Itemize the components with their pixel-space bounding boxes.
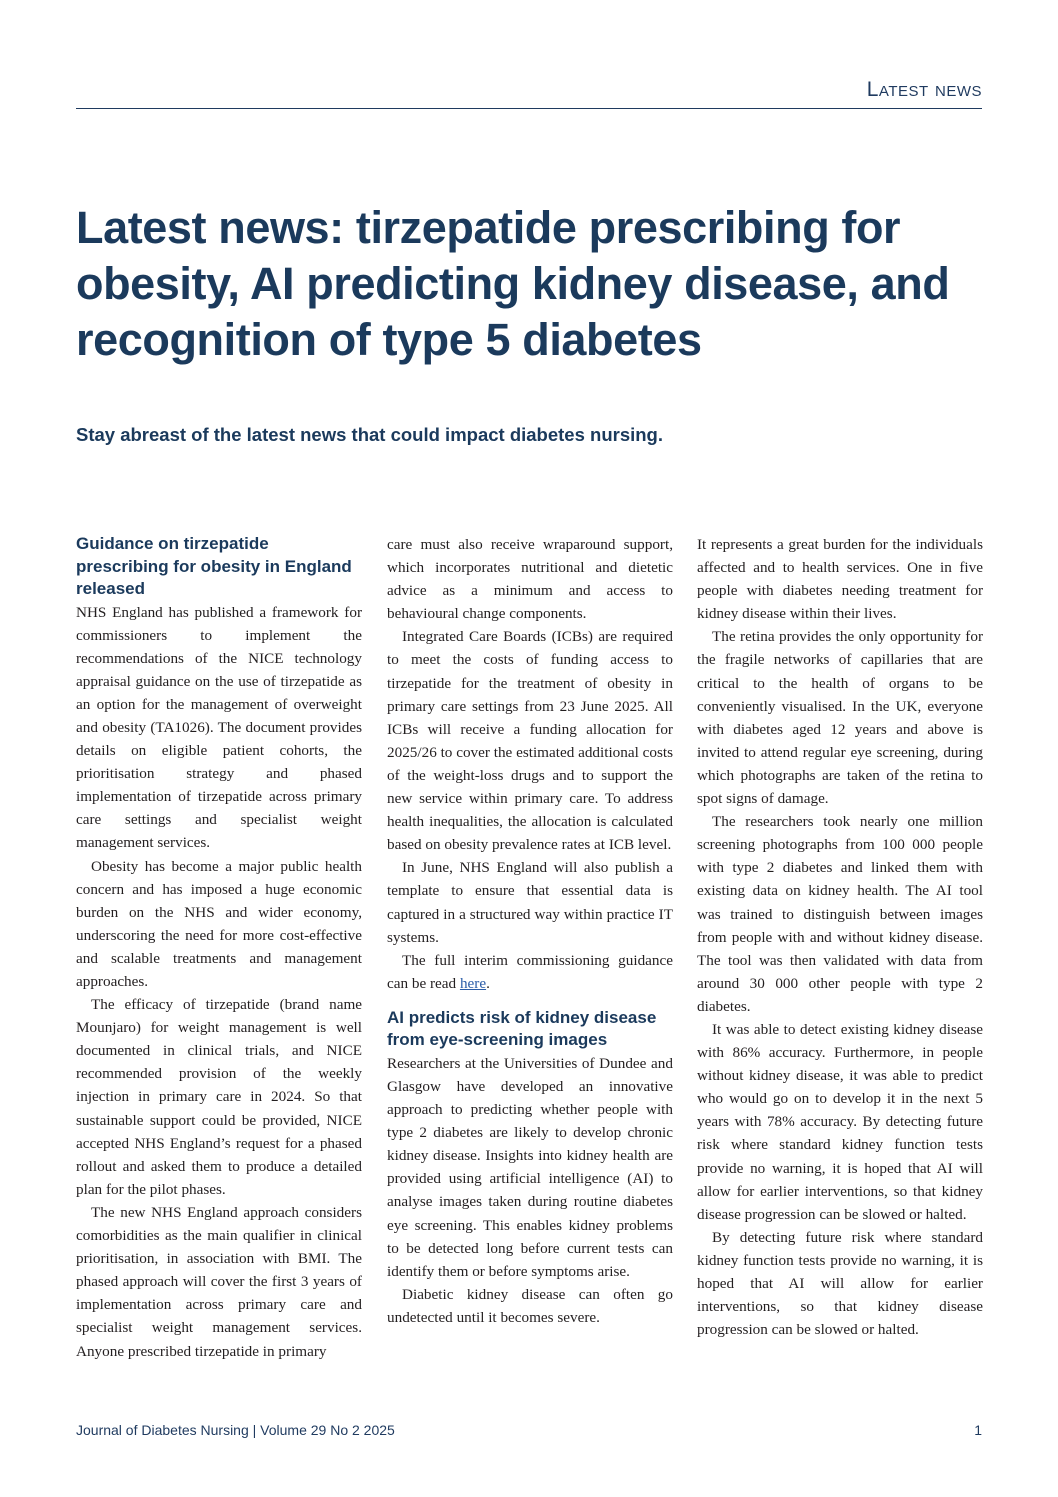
paragraph: The researchers took nearly one million screening photographs from 100 000 people with type 2 diabetes and linked them with existing data on kidney health. The AI tool was trained to distinguish between images from people with and without kidney disease. The tool was then validated with data from around 30 000 other people with type 2 diabetes. bbox=[697, 813, 983, 1015]
paragraph: Researchers at the Universities of Dundee and Glasgow have developed an innovative approach to predicting whether people with type 2 diabetes are likely to develop chronic kidney disease. Insights into kidney health are provided using artificial intelligence (AI) to analyse images taken during routine diabetes eye screening. This enables kidney problems to be detected long before current tests can identify them or before symptoms arise. bbox=[387, 1054, 673, 1280]
column-3 bbox=[697, 533, 983, 1341]
paragraph bbox=[387, 949, 673, 995]
article-standfirst: Stay abreast of the latest news that could impact diabetes nursing. bbox=[76, 424, 663, 445]
column-1 bbox=[76, 533, 362, 1363]
journal-citation: Journal of Diabetes Nursing | Volume 29 No 2 2025 bbox=[76, 1422, 395, 1438]
column-2 bbox=[387, 533, 673, 1329]
guidance-text-end: . bbox=[486, 974, 490, 992]
section-heading-tirzepatide: Guidance on tirzepatide prescribing for obesity in England released bbox=[76, 534, 352, 598]
paragraph: Obesity has become a major public health concern and has imposed a huge economic burden on the NHS and wider economy, underscoring the need for more cost-effective and scalable treatments and management approaches. bbox=[76, 857, 362, 990]
guidance-link[interactable]: here bbox=[459, 974, 487, 992]
paragraph: The retina provides the only opportunity for the fragile networks of capillaries that are critical to the health of organs to be conveniently visualised. In the UK, everyone with diabetes aged 12 years and above is invited to attend regular eye screening, during which photographs are taken of the retina to spot signs of damage. bbox=[697, 628, 983, 808]
header-rule bbox=[76, 108, 982, 109]
paragraph: By detecting future risk where standard kidney function tests provide no warning, it is hoped that AI will allow for earlier interventions, so that kidney disease progression can be slowed or halted. bbox=[697, 1228, 983, 1339]
section-heading-ai-kidney: AI predicts risk of kidney disease from eye-screening images bbox=[387, 1007, 657, 1050]
paragraph: Diabetic kidney disease can often go undetected until it becomes severe. bbox=[387, 1285, 673, 1326]
article-title: Latest news: tirzepatide prescribing for obesity, AI predicting kidney disease, and recognition of type 5 diabetes bbox=[76, 202, 950, 365]
guidance-text: The full interim commissioning guidance can be read bbox=[387, 951, 673, 992]
paragraph: care must also receive wraparound support, which incorporates nutritional and dietetic advice as a minimum and access to behavioural change components. bbox=[387, 536, 673, 623]
paragraph: It represents a great burden for the individuals affected and to health services. One in five people with diabetes needing treatment for kidney disease within their lives. bbox=[697, 536, 983, 623]
paragraph: Integrated Care Boards (ICBs) are required to meet the costs of funding access to tirzepatide for the treatment of obesity in primary care settings from 23 June 2025. All ICBs will receive a funding allocation for 2025/26 to cover the estimated additional costs of the weight-loss drugs and to support the new service within primary care. To address health inequalities, the allocation is calculated based on obesity prevalence rates at ICB level. bbox=[387, 628, 673, 854]
section-label: Latest news bbox=[866, 78, 982, 101]
paragraph: It was able to detect existing kidney disease with 86% accuracy. Furthermore, in people without kidney disease, it was able to predict who would go on to develop it in the next 5 years with 78% accuracy. By detecting future risk where standard kidney function tests provide no warning, it is hoped that AI will allow for earlier interventions, so that kidney disease progression can be slowed or halted. bbox=[697, 1020, 983, 1223]
page-number: 1 bbox=[974, 1422, 982, 1438]
paragraph: NHS England has published a framework for commissioners to implement the recommendations of the NICE technology appraisal guidance on the use of tirzepatide as an option for the management of overweight and obesity (TA1026). The document provides details on eligible patient cohorts, the prioritisation strategy and phased implementation of tirzepatide across primary care settings and specialist weight management services. bbox=[76, 603, 362, 852]
paragraph: The new NHS England approach considers comorbidities as the main qualifier in clinical prioritisation, in association with BMI. The phased approach will cover the first 3 years of implementation across primary care and specialist weight management services. Anyone prescribed tirzepatide in primary bbox=[76, 1203, 362, 1360]
paragraph: In June, NHS England will also publish a template to ensure that essential data is captured in a structured way within practice IT systems. bbox=[387, 859, 673, 946]
page-footer bbox=[76, 1422, 982, 1438]
paragraph: The efficacy of tirzepatide (brand name Mounjaro) for weight management is well documented in clinical trials, and NICE recommended provision of the weekly injection in primary care in 2024. So that sustainable support could be provided, NICE accepted NHS England’s request for a phased rollout and asked them to produce a detailed plan for the pilot phases. bbox=[76, 996, 362, 1198]
